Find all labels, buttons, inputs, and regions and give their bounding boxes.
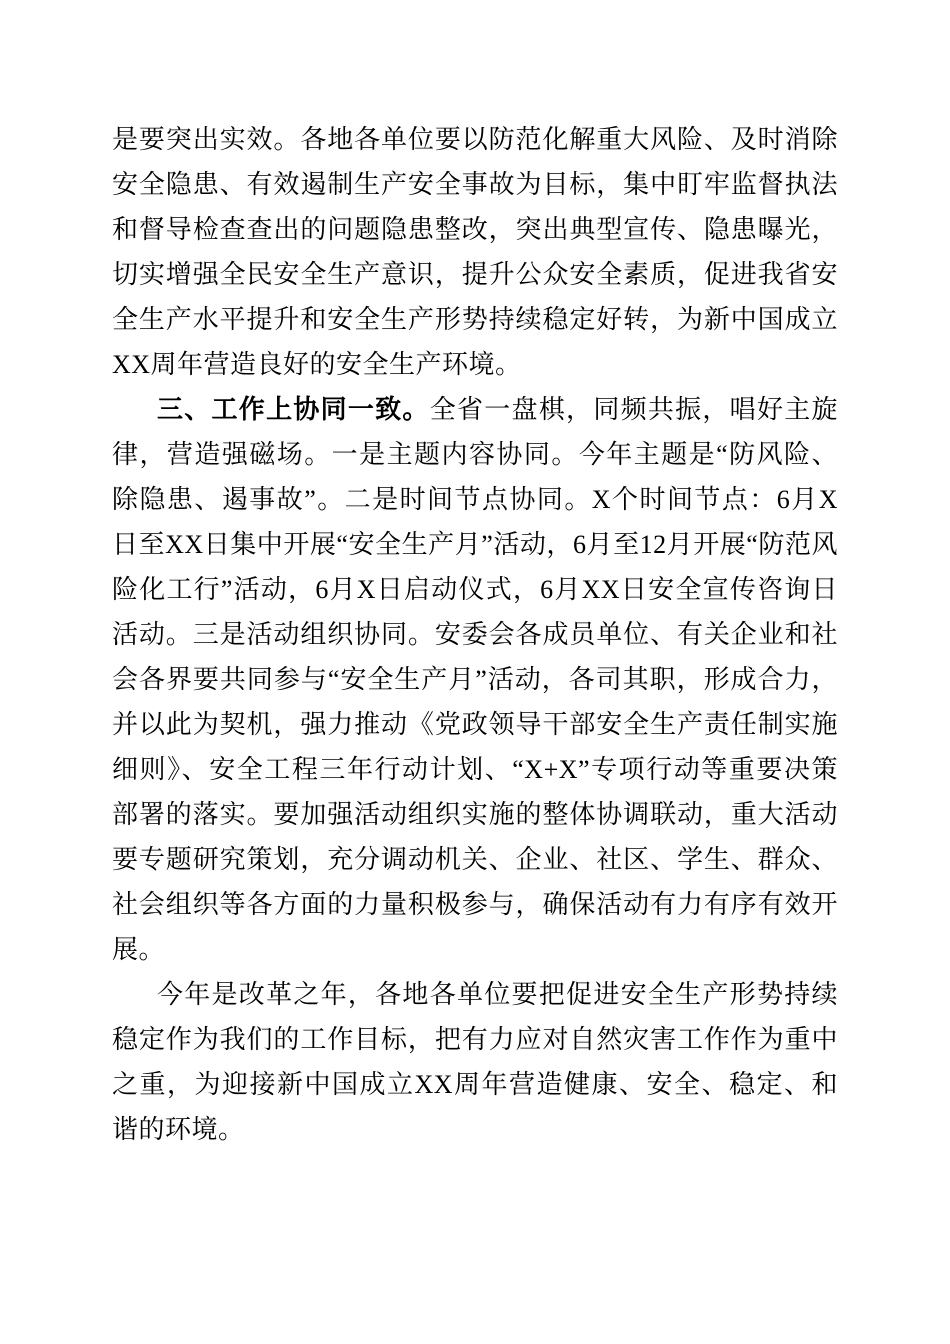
paragraph-continuation: 是要突出实效。各地各单位要以防范化解重大风险、及时消除安全隐患、有效遏制生产安全事故为目标，集中盯牢监督执法和督导检查查出的问题隐患整改，突出典型宣传、隐患曝光，切实增强全民安全生产意识，提升公众安全素质，促进我省安全生产水平提升和安全生产形势持续稳定好转，为新中国成立XX周年营造良好的安全生产环境。: [112, 125, 838, 379]
document-body: [112, 117, 838, 1152]
section-heading: 三、工作上协同一致。: [157, 395, 430, 424]
section-body-text: 全省一盘棋，同频共振，唱好主旋律，营造强磁场。一是主题内容协同。今年主题是“防风险、除隐患、遏事故”。二是时间节点协同。X个时间节点：6月X日至XX日集中开展“安全生产月”活动，6月至12月开展“防范风险化工行”活动，6月X日启动仪式，6月XX日安全宣传咨询日活动。三是活动组织协同。安委会各成员单位、有关企业和社会各界要共同参与“安全生产月”活动，各司其职，形成合力，并以此为契机，强力推动《党政领导干部安全生产责任制实施细则》、安全工程三年行动计划、“X+X”专项行动等重要决策部署的落实。要加强活动组织实施的整体协调联动，重大活动要专题研究策划，充分调动机关、企业、社区、学生、群众、社会组织等各方面的力量积极参与，确保活动有力有序有效开展。: [112, 395, 838, 964]
paragraph-section-three: [112, 387, 838, 972]
paragraph-closing: 今年是改革之年，各地各单位要把促进安全生产形势持续稳定作为我们的工作目标，把有力应对自然灾害工作作为重中之重，为迎接新中国成立XX周年营造健康、安全、稳定、和谐的环境。: [112, 980, 838, 1144]
